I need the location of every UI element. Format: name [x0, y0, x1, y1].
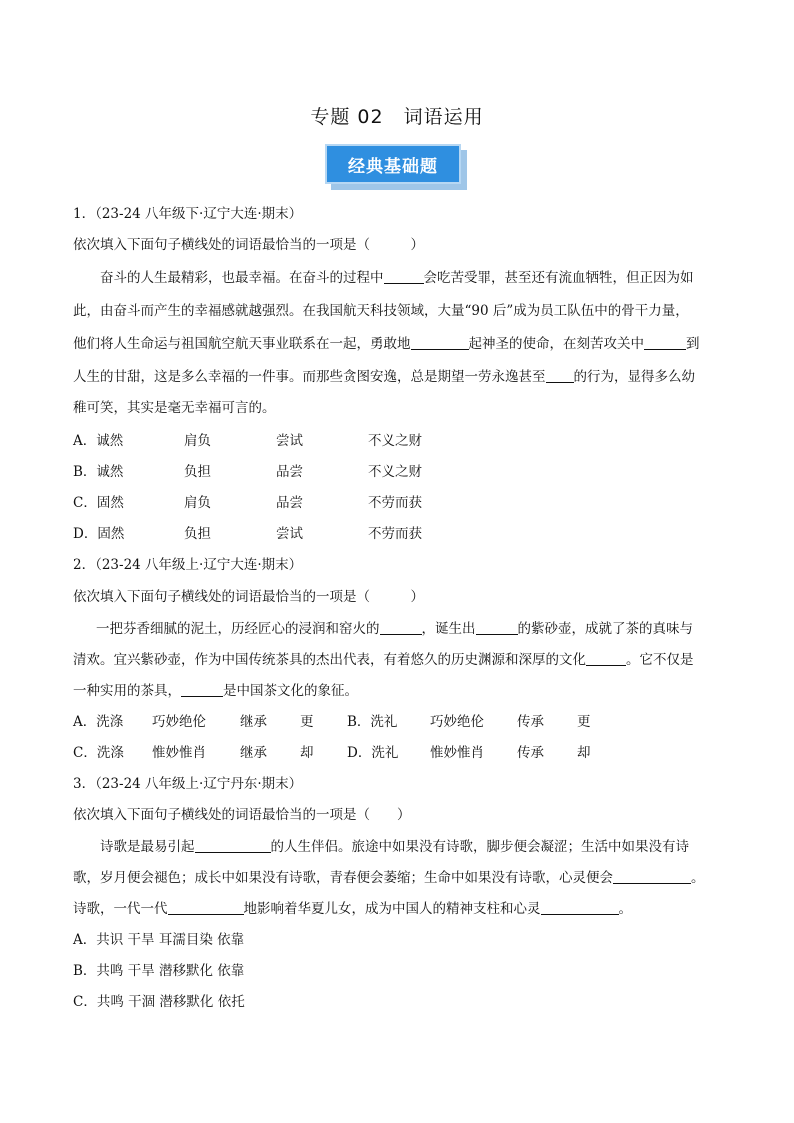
- q2-stem: 依次填入下面句子横线处的词语最恰当的一项是（ ）: [73, 589, 424, 605]
- badge-label: 经典基础题: [348, 156, 438, 177]
- q2-passage-line-1: 一把芬香细腻的泥土，历经匠心的浸润和窑火的 ，诞生出 的紫砂壶，成就了茶的真味与: [96, 621, 693, 637]
- q2-passage-line-3: 一种实用的茶具， 是中国茶文化的象征。: [73, 683, 358, 699]
- q1-passage-line-5: 稚可笑，其实是毫无幸福可言的。: [73, 400, 276, 416]
- q1-source: 1．（23-24 八年级下·辽宁大连·期末）: [73, 206, 303, 222]
- q2-passage-line-2: 清欢。宜兴紫砂壶，作为中国传统茶具的杰出代表，有着悠久的历史渊源和深厚的文化 。它不仅是: [73, 652, 694, 668]
- q3-option-a[interactable]: A．共识 干旱 耳濡目染 依靠: [73, 932, 245, 948]
- document-page: 专题 02 词语运用 经典基础题 1．（23-24 八年级下·辽宁大连·期末） 依次填入下面句子横线处的词语最恰当的一项是（ ） 奋斗的人生最精彩，也最幸福。在奋斗的过程中 会吃苦受罪，甚至还有流血牺牲，但正因为如 此，由奋斗而产生的幸福感就越强烈。在我国航天科技领域，大量“90 后”成为员工队伍中的骨干力量， 他们将人生命运与祖国航空航天事业联系在一起，勇敢地 起神圣的使命，在刻苦攻关中 到 人生的甘甜，这是多么幸福的一件事。而那些贪图安逸，总是期望一劳永逸甚至 的行为，显得多么幼 稚可笑，其实是毫无幸福可言的。 A．诚然 肩负 尝试 不义之财 B．诚然 负担 品尝 不义之财 C．固然 肩负 品尝 不劳而获 D．固然 负担 尝试 不劳而获 2．（23-24 八年级上·辽宁大连·期末） 依次填入下面句子横线处的词语最恰当的一项是（ ） 一把芬香细腻的泥土，历经匠心的浸润和窑火的 ，诞生出 的紫砂壶，成就了茶的真味与 清欢。宜兴紫砂壶，作为中国传统茶具的杰出代表，有着悠久的历史渊源和深厚的文化 。它不仅是 一种实用的茶具， 是中国茶文化的象征。 A．洗涤 巧妙绝伦 继承 更 B．洗礼 巧妙绝伦 传承 更 C．洗涤 惟妙惟肖 继承 却 D．洗礼 惟妙惟肖 传承 却 3．（23-24 八年级上·辽宁丹东·期末） 依次填入下面句子横线处的词语最恰当的一项是（ ） 诗歌是最易引起 的人生伴侣。旅途中如果没有诗歌，脚步便会凝涩；生活中如果没有诗 歌，岁月便会褪色；成长中如果没有诗歌，青春便会萎缩；生命中如果没有诗歌，心灵便会 。 诗歌，一代一代 地影响着华夏儿女，成为中国人的精神支柱和心灵 。 A．共识 干旱 耳濡目染 依靠 B．共鸣 干旱 潜移默化 依靠 C．共鸣 干涸 潜移默化 依托: [0, 0, 794, 1123]
- q3-passage-line-1: 诗歌是最易引起 的人生伴侣。旅途中如果没有诗歌，脚步便会凝涩；生活中如果没有诗: [100, 839, 689, 855]
- page-title: 专题 02 词语运用: [310, 106, 484, 128]
- q1-passage-line-4: 人生的甘甜，这是多么幸福的一件事。而那些贪图安逸，总是期望一劳永逸甚至 的行为，显得多么幼: [73, 369, 695, 385]
- q1-passage-line-1: 奋斗的人生最精彩，也最幸福。在奋斗的过程中 会吃苦受罪，甚至还有流血牺牲，但正因为如: [100, 270, 694, 286]
- q3-option-c[interactable]: C．共鸣 干涸 潜移默化 依托: [73, 994, 245, 1010]
- q3-option-b[interactable]: B．共鸣 干旱 潜移默化 依靠: [73, 963, 245, 979]
- q3-passage-line-3: 诗歌，一代一代 地影响着华夏儿女，成为中国人的精神支柱和心灵 。: [73, 901, 632, 917]
- q3-stem: 依次填入下面句子横线处的词语最恰当的一项是（ ）: [73, 807, 411, 823]
- q1-stem: 依次填入下面句子横线处的词语最恰当的一项是（ ）: [73, 237, 424, 253]
- q1-passage-line-3: 他们将人生命运与祖国航空航天事业联系在一起，勇敢地 起神圣的使命，在刻苦攻关中 到: [73, 336, 700, 352]
- section-badge: [325, 144, 473, 194]
- q3-passage-line-2: 歌，岁月便会褪色；成长中如果没有诗歌，青春便会萎缩；生命中如果没有诗歌，心灵便会 。: [73, 870, 705, 886]
- q3-source: 3．（23-24 八年级上·辽宁丹东·期末）: [73, 776, 303, 792]
- badge-box: [325, 144, 461, 184]
- q2-source: 2．（23-24 八年级上·辽宁大连·期末）: [73, 557, 303, 573]
- q1-passage-line-2: 此，由奋斗而产生的幸福感就越强烈。在我国航天科技领域，大量“90 后”成为员工队伍中的骨干力量，: [73, 303, 689, 319]
